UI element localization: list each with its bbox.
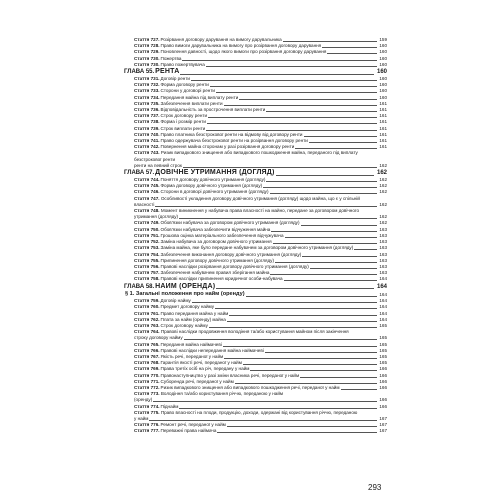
toc-entry-text: власності — [134, 201, 155, 207]
toc-entry-text: Право передання майна у найм — [160, 310, 229, 316]
dot-leader — [310, 268, 377, 269]
toc-entry-text: Обов'язки набувача за договором довічного утримання (догляду) — [160, 220, 300, 226]
dot-leader — [273, 243, 377, 244]
toc-entry-text: Ремонт речі, переданої у найм — [160, 422, 226, 428]
dot-leader — [285, 237, 377, 238]
toc-entry-label: Стаття 750. — [134, 226, 160, 232]
toc-entry-label: Стаття 777. — [134, 428, 160, 434]
toc-entry — [124, 391, 387, 403]
dot-leader — [216, 92, 377, 93]
toc-entry-label: Стаття 737. — [134, 113, 160, 119]
toc-entry-text: ренти на певний строк — [134, 162, 182, 168]
toc-page-ref: 165 — [379, 341, 387, 347]
toc-page-ref: 163 — [379, 257, 387, 263]
toc-entry-body — [124, 291, 378, 299]
dot-leader — [183, 167, 377, 168]
toc-entry-text: Забезпечення набувачем правил зберігання майна — [160, 270, 270, 276]
dot-leader — [229, 315, 377, 316]
toc-entry-text: Забезпечення виплати ренти — [160, 100, 223, 106]
toc-page-ref: 165 — [379, 335, 387, 341]
toc-page-ref: 165 — [379, 360, 387, 366]
toc-entry-body — [154, 68, 375, 76]
dot-leader — [271, 231, 377, 232]
toc-entry-text: Переважні права наймача — [160, 428, 217, 434]
toc-page-ref: 162 — [379, 214, 387, 220]
toc-entry-text: Заміна майна, яке було передане набувачем за договором довічного утримання (догляду) — [160, 245, 354, 251]
toc-entry-text: Передання майна наймачеві — [160, 341, 222, 347]
toc-entry-label: Стаття 757. — [134, 270, 160, 276]
toc-entry-line — [134, 410, 387, 416]
toc-entry-label: Стаття 741. — [134, 138, 160, 144]
toc-entry-label: Стаття 740. — [134, 131, 160, 137]
toc-page-ref: 163 — [379, 239, 387, 245]
dot-leader — [250, 370, 377, 371]
toc-page-ref: 164 — [376, 283, 387, 290]
dot-leader — [270, 274, 377, 275]
toc-entry-line — [134, 196, 387, 202]
toc-entry-text: Грошова оцінка матеріального забезпечення відчужувача — [160, 232, 284, 238]
dot-leader — [301, 225, 377, 226]
toc-entry-text: у найм — [134, 415, 149, 421]
toc-page-ref: 164 — [379, 276, 387, 282]
dot-leader — [300, 377, 377, 378]
toc-page-ref: 164 — [379, 298, 387, 304]
section-heading — [124, 291, 387, 299]
toc-entry — [124, 150, 387, 169]
dot-leader — [224, 358, 377, 359]
toc-entry-label: Стаття 770. — [134, 372, 160, 378]
toc-entry-text: Форма і розмір ренти — [160, 119, 206, 125]
toc-entry — [124, 410, 387, 422]
toc-entry-text: Предмет договору найму — [160, 304, 215, 310]
toc-entry-label: Стаття 767. — [134, 353, 160, 359]
toc-entry-text: Пожертва — [160, 55, 182, 61]
toc-entry-label: Стаття 738. — [134, 119, 160, 125]
toc-page-ref: 162 — [376, 170, 387, 177]
toc-page-ref: 164 — [379, 310, 387, 316]
toc-entry-label: Стаття 771. — [134, 378, 160, 384]
toc-page-ref: 162 — [379, 177, 387, 183]
toc-entry-text: Припинення договору довічного утримання (догляду) — [160, 257, 274, 263]
dot-leader — [192, 302, 377, 303]
toc-page-ref: 160 — [379, 94, 387, 100]
toc-entry-label: Стаття 736. — [134, 107, 160, 113]
toc-page-ref: 163 — [379, 226, 387, 232]
toc-page-ref: 160 — [379, 61, 387, 67]
toc-entry-label: Стаття 773. — [134, 391, 160, 397]
toc-page-ref: 166 — [379, 372, 387, 378]
toc-page-ref: 165 — [379, 347, 387, 353]
dot-leader — [206, 66, 377, 67]
toc-entry-label: ГЛАВА 55. — [124, 69, 155, 76]
dot-leader — [243, 364, 377, 365]
toc-page-ref: 163 — [379, 245, 387, 251]
toc-page-ref: 166 — [379, 366, 387, 372]
toc-entry-label: Стаття 751. — [134, 232, 160, 238]
dot-leader — [309, 142, 377, 143]
toc-entry-body — [154, 169, 375, 177]
toc-page-ref: 161 — [379, 113, 387, 119]
toc-entry — [124, 329, 387, 341]
toc-page-ref: 160 — [379, 43, 387, 49]
toc-page-ref: 166 — [379, 403, 387, 409]
toc-entry-text: Піднайм — [160, 403, 179, 409]
dot-leader — [155, 206, 377, 207]
toc-entry-label: Стаття 743. — [134, 150, 160, 156]
dot-leader — [327, 53, 377, 54]
toc-page-ref: 164 — [379, 316, 387, 322]
toc-entry-text: Право власності на плоди, продукцію, доходи, одержані від користування річчю, переданою — [160, 409, 358, 415]
toc-entry-text: Строк договору ренти — [160, 113, 208, 119]
toc-entry-label: Стаття 763. — [134, 322, 160, 328]
toc-entry — [124, 428, 387, 434]
toc-entry-text: Передання майна під виплату ренти — [160, 94, 239, 100]
toc-entry-text: Суборенда речі, переданої у найм — [160, 378, 234, 384]
toc-entry-label: Стаття 774. — [134, 403, 160, 409]
dot-leader — [206, 130, 377, 131]
toc-entry-text: Повернення майна сторонам у разі розірвання договору ренти — [160, 144, 295, 150]
toc-entry-label: Стаття 765. — [134, 341, 160, 347]
toc-page-ref: 161 — [379, 125, 387, 131]
dot-leader — [179, 408, 377, 409]
toc-page-ref: 160 — [379, 76, 387, 82]
dot-leader — [304, 136, 378, 137]
dot-leader — [182, 60, 377, 61]
toc-entry-label: Стаття 772. — [134, 384, 160, 390]
toc-entry-body — [160, 428, 378, 434]
chapter-heading — [124, 283, 387, 291]
toc-entry-label: Стаття 766. — [134, 347, 160, 353]
toc-page-ref: 162 — [379, 220, 387, 226]
toc-entry-text: Строк виплати ренти — [160, 125, 206, 131]
toc-entry-text: Володіння та/або користування річчю, переданою у найм — [160, 391, 284, 397]
toc-entry-label: Стаття 727. — [134, 37, 160, 42]
toc-entry-label: Стаття 729. — [134, 49, 160, 55]
toc-entry-text: утримання (догляду) — [134, 214, 179, 220]
toc-page-ref: 166 — [379, 397, 387, 403]
toc-entry-label: Стаття 749. — [134, 220, 160, 226]
toc-page-ref: 162 — [379, 189, 387, 195]
toc-entry-text: НАЙМ (ОРЕНДА) — [155, 282, 216, 290]
toc-page-ref: 162 — [379, 162, 387, 168]
toc-entry-label: Стаття 745. — [134, 183, 160, 189]
toc-entry-text: Плата за найм (оренду) майна — [160, 316, 226, 322]
toc-entry-text: Правонаступництво у разі зміни власника речі, переданої у найм — [160, 372, 300, 378]
toc-entry-text: Право пожертвувача — [160, 61, 205, 67]
toc-page-ref: 162 — [379, 183, 387, 189]
toc-entry-text: Момент виникнення у набувача права власності на майно, передане за договором довічного — [160, 208, 360, 214]
dot-leader — [223, 346, 377, 347]
toc-entry-label: Стаття 760. — [134, 304, 160, 310]
toc-page-ref: 167 — [379, 415, 387, 421]
toc-entry-label: Стаття 739. — [134, 125, 160, 131]
toc-entry-text: Ризик випадкового знищення або випадкового пошкодження майна, переданого під виплату — [160, 150, 358, 156]
toc-entry-text: Особливості укладення договору довічного утримання (догляду) щодо майна, що є у спільній — [160, 195, 360, 201]
table-of-contents — [124, 37, 387, 435]
toc-page-ref: 161 — [379, 144, 387, 150]
toc-entry-text: Правові наслідки розірвання договору довічного утримання (догляду) — [160, 263, 309, 269]
toc-entry-text: Поняття договору довічного утримання (догляду) — [160, 177, 266, 183]
dot-leader — [215, 308, 377, 309]
toc-page-ref: 161 — [379, 138, 387, 144]
toc-entry-label: Стаття 728. — [134, 43, 160, 49]
toc-page-ref: 162 — [379, 201, 387, 207]
toc-page-ref: 164 — [379, 304, 387, 310]
toc-entry-text: Відповідальність за прострочення виплати ренти — [160, 107, 266, 113]
dot-leader — [341, 389, 378, 390]
toc-page-ref: 161 — [379, 119, 387, 125]
dot-leader — [266, 181, 377, 182]
toc-entry-text: Якість речі, переданої у найм — [160, 353, 224, 359]
toc-entry-text: Договір найму — [160, 298, 191, 304]
dot-leader — [224, 105, 377, 106]
dot-leader — [184, 339, 377, 340]
toc-page-ref: 167 — [379, 422, 387, 428]
toc-entry-text: Право вимоги дарувальника на вимогу про розірвання договору дарування — [160, 43, 322, 49]
dot-leader — [302, 256, 377, 257]
toc-page-ref: 166 — [379, 378, 387, 384]
dot-leader — [216, 288, 374, 289]
toc-entry-text: Забезпечення виконання договору довічного утримання (догляду) — [160, 251, 302, 257]
dot-leader — [239, 99, 377, 100]
toc-entry-label: Стаття 754. — [134, 251, 160, 257]
dot-leader — [227, 426, 377, 427]
toc-entry-label: ГЛАВА 58. — [124, 283, 155, 290]
toc-entry-text: Право платника безстрокової ренти на відмову від договору ренти — [160, 131, 303, 137]
toc-entry-text: Розірвання договору дарування на вимогу дарувальника — [160, 37, 282, 42]
toc-page-ref: 160 — [379, 88, 387, 94]
toc-page-ref: 161 — [379, 100, 387, 106]
toc-entry-label: Стаття 762. — [134, 316, 160, 322]
dot-leader — [179, 218, 377, 219]
toc-entry-label: Стаття 758. — [134, 276, 160, 282]
dot-leader — [276, 175, 374, 176]
toc-entry-label: Стаття 735. — [134, 100, 160, 106]
dot-leader — [235, 383, 377, 384]
toc-entry-text: Правові наслідки продовження володіння та/або користування майном після закінчення — [160, 329, 349, 335]
toc-entry-label: Стаття 759. — [134, 298, 160, 304]
toc-page-ref: 161 — [379, 131, 387, 137]
chapter-heading — [124, 68, 387, 76]
toc-page-ref: 165 — [379, 353, 387, 359]
dot-leader — [208, 117, 377, 118]
toc-entry-text: Права третіх осіб на річ, передану у найм — [160, 366, 250, 372]
toc-entry-label: Стаття 742. — [134, 144, 160, 150]
dot-leader — [322, 47, 377, 48]
toc-entry-label: Стаття 764. — [134, 329, 160, 335]
dot-leader — [246, 296, 377, 297]
toc-page-ref: 163 — [379, 263, 387, 269]
toc-entry-body — [154, 283, 375, 291]
toc-entry-label: Стаття 761. — [134, 310, 160, 316]
chapter-heading — [124, 169, 387, 177]
toc-entry-text: ДОВІЧНЕ УТРИМАННЯ (ДОГЛЯД) — [155, 169, 275, 177]
toc-entry-label: Стаття 744. — [134, 177, 160, 183]
dot-leader — [270, 193, 378, 194]
toc-entry-text: строку договору найму — [134, 335, 183, 341]
dot-leader — [354, 249, 377, 250]
toc-page-ref: 163 — [379, 270, 387, 276]
dot-leader — [149, 420, 377, 421]
dot-leader — [265, 352, 377, 353]
dot-leader — [207, 123, 377, 124]
toc-entry-text: Сторони в договорі довічного утримання (догляду) — [160, 189, 269, 195]
toc-entry-label: Стаття 753. — [134, 245, 160, 251]
toc-entry-label: Стаття 768. — [134, 360, 160, 366]
toc-entry-text: Заміна набувача за договором довічного утримання — [160, 239, 272, 245]
toc-entry-label: Стаття 746. — [134, 189, 160, 195]
page-number: 293 — [368, 483, 382, 492]
toc-entry-text: (оренду) — [134, 397, 153, 403]
toc-entry-label: Стаття 734. — [134, 94, 160, 100]
toc-page-ref: 163 — [379, 251, 387, 257]
toc-entry-label: Стаття 730. — [134, 61, 160, 67]
toc-entry-text: Сторони у договорі ренти — [160, 88, 215, 94]
dot-leader — [283, 41, 377, 42]
toc-entry-text: Поновлення давності, щодо якого вимоги про розірвання договору дарування — [160, 49, 327, 55]
toc-page-ref: 167 — [379, 428, 387, 434]
toc-entry-label: Стаття 776. — [134, 422, 160, 428]
toc-entry-label: Стаття 730. — [134, 55, 160, 61]
dot-leader — [209, 327, 377, 328]
toc-page-ref: 159 — [379, 37, 387, 42]
dot-leader — [191, 80, 377, 81]
toc-entry-label: Стаття 752. — [134, 239, 160, 245]
toc-entry-label: Стаття 732. — [134, 82, 160, 88]
toc-page-ref: 166 — [379, 384, 387, 390]
toc-entry-label: Стаття 748. — [134, 208, 160, 214]
toc-entry-label: Стаття 769. — [134, 366, 160, 372]
toc-entry-text: Правові наслідки припинення юридичної особи-набувача — [160, 276, 283, 282]
toc-entry-text: Право одержувача безстрокової ренти на розірвання договору ренти — [160, 138, 308, 144]
toc-entry-label: Стаття 747. — [134, 195, 160, 201]
toc-entry-text: Ризик випадкового знищення або випадкового пошкодження речі, переданої у найм — [160, 384, 340, 390]
toc-entry-text: Форма договору ренти — [160, 82, 209, 88]
dot-leader — [153, 401, 377, 402]
toc-page-ref: 160 — [379, 49, 387, 55]
toc-page-ref: 164 — [379, 291, 387, 297]
toc-entry-text: Гарантія якості речі, переданої у найм — [160, 360, 242, 366]
dot-leader — [227, 321, 377, 322]
dot-leader — [263, 187, 377, 188]
toc-page-ref: 160 — [379, 55, 387, 61]
toc-entry-text: Правові наслідки непередання майна наймачеві — [160, 347, 264, 353]
toc-entry-text: Строк договору найму — [160, 322, 208, 328]
toc-entry-label: Стаття 731. — [134, 76, 160, 82]
dot-leader — [217, 432, 377, 433]
dot-leader — [275, 262, 377, 263]
toc-entry — [124, 208, 387, 220]
toc-entry-label: Стаття 775. — [134, 409, 160, 415]
toc-page-ref: 165 — [379, 322, 387, 328]
toc-entry-text: РЕНТА — [155, 68, 180, 76]
dot-leader — [284, 280, 377, 281]
toc-entry-text: § 1. Загальні положення про найм (оренду) — [125, 290, 245, 297]
toc-entry-label: Стаття 756. — [134, 263, 160, 269]
dot-leader — [266, 111, 377, 112]
toc-entry-label: Стаття 755. — [134, 257, 160, 263]
toc-page-ref: 161 — [379, 107, 387, 113]
toc-page-ref: 163 — [379, 232, 387, 238]
toc-entry-label: Стаття 733. — [134, 88, 160, 94]
toc-entry-label: ГЛАВА 57. — [124, 170, 155, 177]
dot-leader — [180, 74, 374, 75]
dot-leader — [210, 86, 377, 87]
toc-entry-text: Договір ренти — [160, 76, 190, 82]
toc-entry-text: Форма договору довічного утримання (догляду) — [160, 183, 263, 189]
toc-page-ref: 160 — [379, 82, 387, 88]
toc-entry-text: безстрокової ренти — [134, 156, 176, 162]
toc-entry-text: Обов'язки набувача забезпечити відчуження майна — [160, 226, 271, 232]
toc-entry — [124, 196, 387, 208]
toc-page-ref: 160 — [376, 69, 387, 76]
